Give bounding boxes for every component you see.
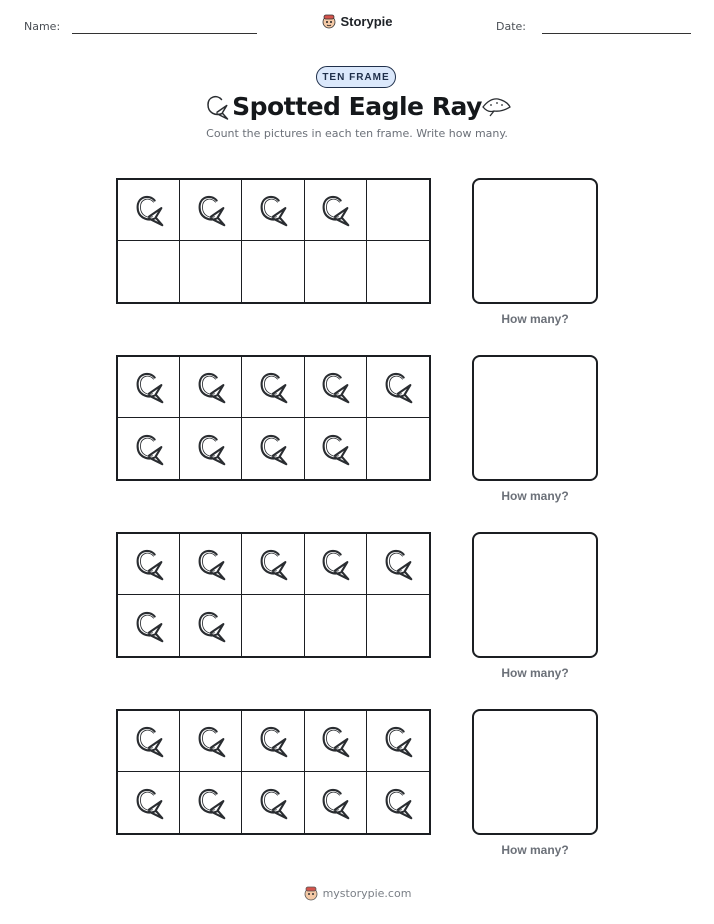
spotted-eagle-ray-icon bbox=[254, 191, 292, 229]
spotted-eagle-ray-icon bbox=[316, 368, 354, 406]
ten-frame-cell bbox=[180, 241, 242, 302]
ten-frame-cell bbox=[180, 180, 242, 241]
brand-name: Storypie bbox=[340, 13, 393, 29]
spotted-eagle-ray-icon bbox=[192, 191, 230, 229]
ten-frame-cell bbox=[118, 772, 180, 833]
ten-frame-cell bbox=[242, 418, 304, 479]
footer bbox=[0, 885, 714, 904]
spotted-eagle-ray-icon bbox=[192, 722, 230, 760]
ten-frame-cell bbox=[242, 534, 304, 595]
answer-box-1[interactable] bbox=[472, 178, 598, 304]
how-many-label-3: How many? bbox=[501, 666, 569, 680]
ten-frame-cell bbox=[242, 595, 304, 656]
spotted-eagle-ray-icon bbox=[316, 545, 354, 583]
spotted-eagle-ray-icon bbox=[254, 368, 292, 406]
ten-frame-cell bbox=[180, 418, 242, 479]
spotted-eagle-ray-icon bbox=[254, 430, 292, 468]
ten-frame-cell bbox=[180, 595, 242, 656]
date-line[interactable] bbox=[542, 33, 691, 34]
spotted-eagle-ray-icon bbox=[192, 430, 230, 468]
ten-frame-cell bbox=[367, 711, 429, 772]
ten-frame-badge: TEN FRAME bbox=[316, 66, 396, 88]
ten-frame-cell bbox=[180, 772, 242, 833]
how-many-label-4: How many? bbox=[501, 843, 569, 857]
ten-frame-cell bbox=[180, 534, 242, 595]
ten-frame-cell bbox=[118, 180, 180, 241]
spotted-eagle-ray-icon bbox=[316, 784, 354, 822]
date-label: Date: bbox=[496, 20, 526, 33]
name-label: Name: bbox=[24, 20, 61, 33]
ten-frame-2 bbox=[116, 355, 431, 481]
ten-frame-cell bbox=[242, 241, 304, 302]
ten-frame-cell bbox=[305, 418, 367, 479]
ten-frame-cell bbox=[367, 418, 429, 479]
ten-frame-cell bbox=[242, 357, 304, 418]
ten-frame-cell bbox=[305, 180, 367, 241]
ray-outline-icon bbox=[480, 95, 512, 117]
ten-frame-cell bbox=[118, 595, 180, 656]
answer-box-3[interactable] bbox=[472, 532, 598, 658]
spotted-eagle-ray-icon bbox=[379, 368, 417, 406]
spotted-eagle-ray-icon bbox=[192, 607, 230, 645]
spotted-eagle-ray-icon bbox=[130, 191, 168, 229]
spotted-eagle-ray-icon bbox=[254, 784, 292, 822]
spotted-eagle-ray-icon bbox=[192, 368, 230, 406]
ten-frame-cell bbox=[367, 595, 429, 656]
ten-frame-cell bbox=[242, 180, 304, 241]
ten-frame-cell bbox=[305, 357, 367, 418]
answer-box-2[interactable] bbox=[472, 355, 598, 481]
spotted-eagle-ray-icon bbox=[192, 784, 230, 822]
ten-frame-cell bbox=[180, 711, 242, 772]
ten-frame-cell bbox=[305, 772, 367, 833]
ten-frame-cell bbox=[242, 772, 304, 833]
spotted-eagle-ray-icon bbox=[316, 191, 354, 229]
ten-frame-cell bbox=[367, 180, 429, 241]
ten-frame-cell bbox=[118, 534, 180, 595]
ten-frame-3 bbox=[116, 532, 431, 658]
storypie-footer-icon bbox=[303, 885, 319, 901]
ten-frame-cell bbox=[305, 534, 367, 595]
page-title: Spotted Eagle Ray bbox=[232, 92, 482, 121]
ten-frame-cell bbox=[367, 241, 429, 302]
answer-box-4[interactable] bbox=[472, 709, 598, 835]
spotted-eagle-ray-icon bbox=[130, 784, 168, 822]
spotted-eagle-ray-icon bbox=[254, 545, 292, 583]
spotted-eagle-ray-icon bbox=[379, 545, 417, 583]
ten-frame-cell bbox=[118, 357, 180, 418]
spotted-eagle-ray-icon bbox=[316, 430, 354, 468]
ten-frame-cell bbox=[305, 595, 367, 656]
how-many-label-2: How many? bbox=[501, 489, 569, 503]
spotted-eagle-ray-icon bbox=[316, 722, 354, 760]
ten-frame-cell bbox=[367, 357, 429, 418]
ten-frame-4 bbox=[116, 709, 431, 835]
spotted-eagle-ray-icon bbox=[379, 784, 417, 822]
ten-frame-cell bbox=[367, 772, 429, 833]
brand bbox=[0, 13, 714, 34]
spotted-eagle-ray-icon bbox=[130, 545, 168, 583]
ten-frame-cell bbox=[180, 357, 242, 418]
ten-frame-cell bbox=[367, 534, 429, 595]
spotted-eagle-ray-icon bbox=[379, 722, 417, 760]
ten-frame-cell bbox=[118, 241, 180, 302]
ten-frame-cell bbox=[118, 711, 180, 772]
spotted-eagle-ray-icon bbox=[254, 722, 292, 760]
ten-frame-cell bbox=[305, 241, 367, 302]
storypie-logo-icon bbox=[321, 13, 337, 29]
spotted-eagle-ray-icon bbox=[130, 430, 168, 468]
ten-frame-cell bbox=[242, 711, 304, 772]
ten-frame-cell bbox=[305, 711, 367, 772]
footer-url: mystorypie.com bbox=[322, 886, 412, 900]
spotted-eagle-ray-icon bbox=[130, 722, 168, 760]
ten-frame-cell bbox=[118, 418, 180, 479]
instructions: Count the pictures in each ten frame. Write how many. bbox=[206, 127, 508, 140]
ten-frame-1 bbox=[116, 178, 431, 304]
how-many-label-1: How many? bbox=[501, 312, 569, 326]
spotted-eagle-ray-icon bbox=[130, 607, 168, 645]
spotted-eagle-ray-icon bbox=[192, 545, 230, 583]
spotted-eagle-ray-icon bbox=[130, 368, 168, 406]
